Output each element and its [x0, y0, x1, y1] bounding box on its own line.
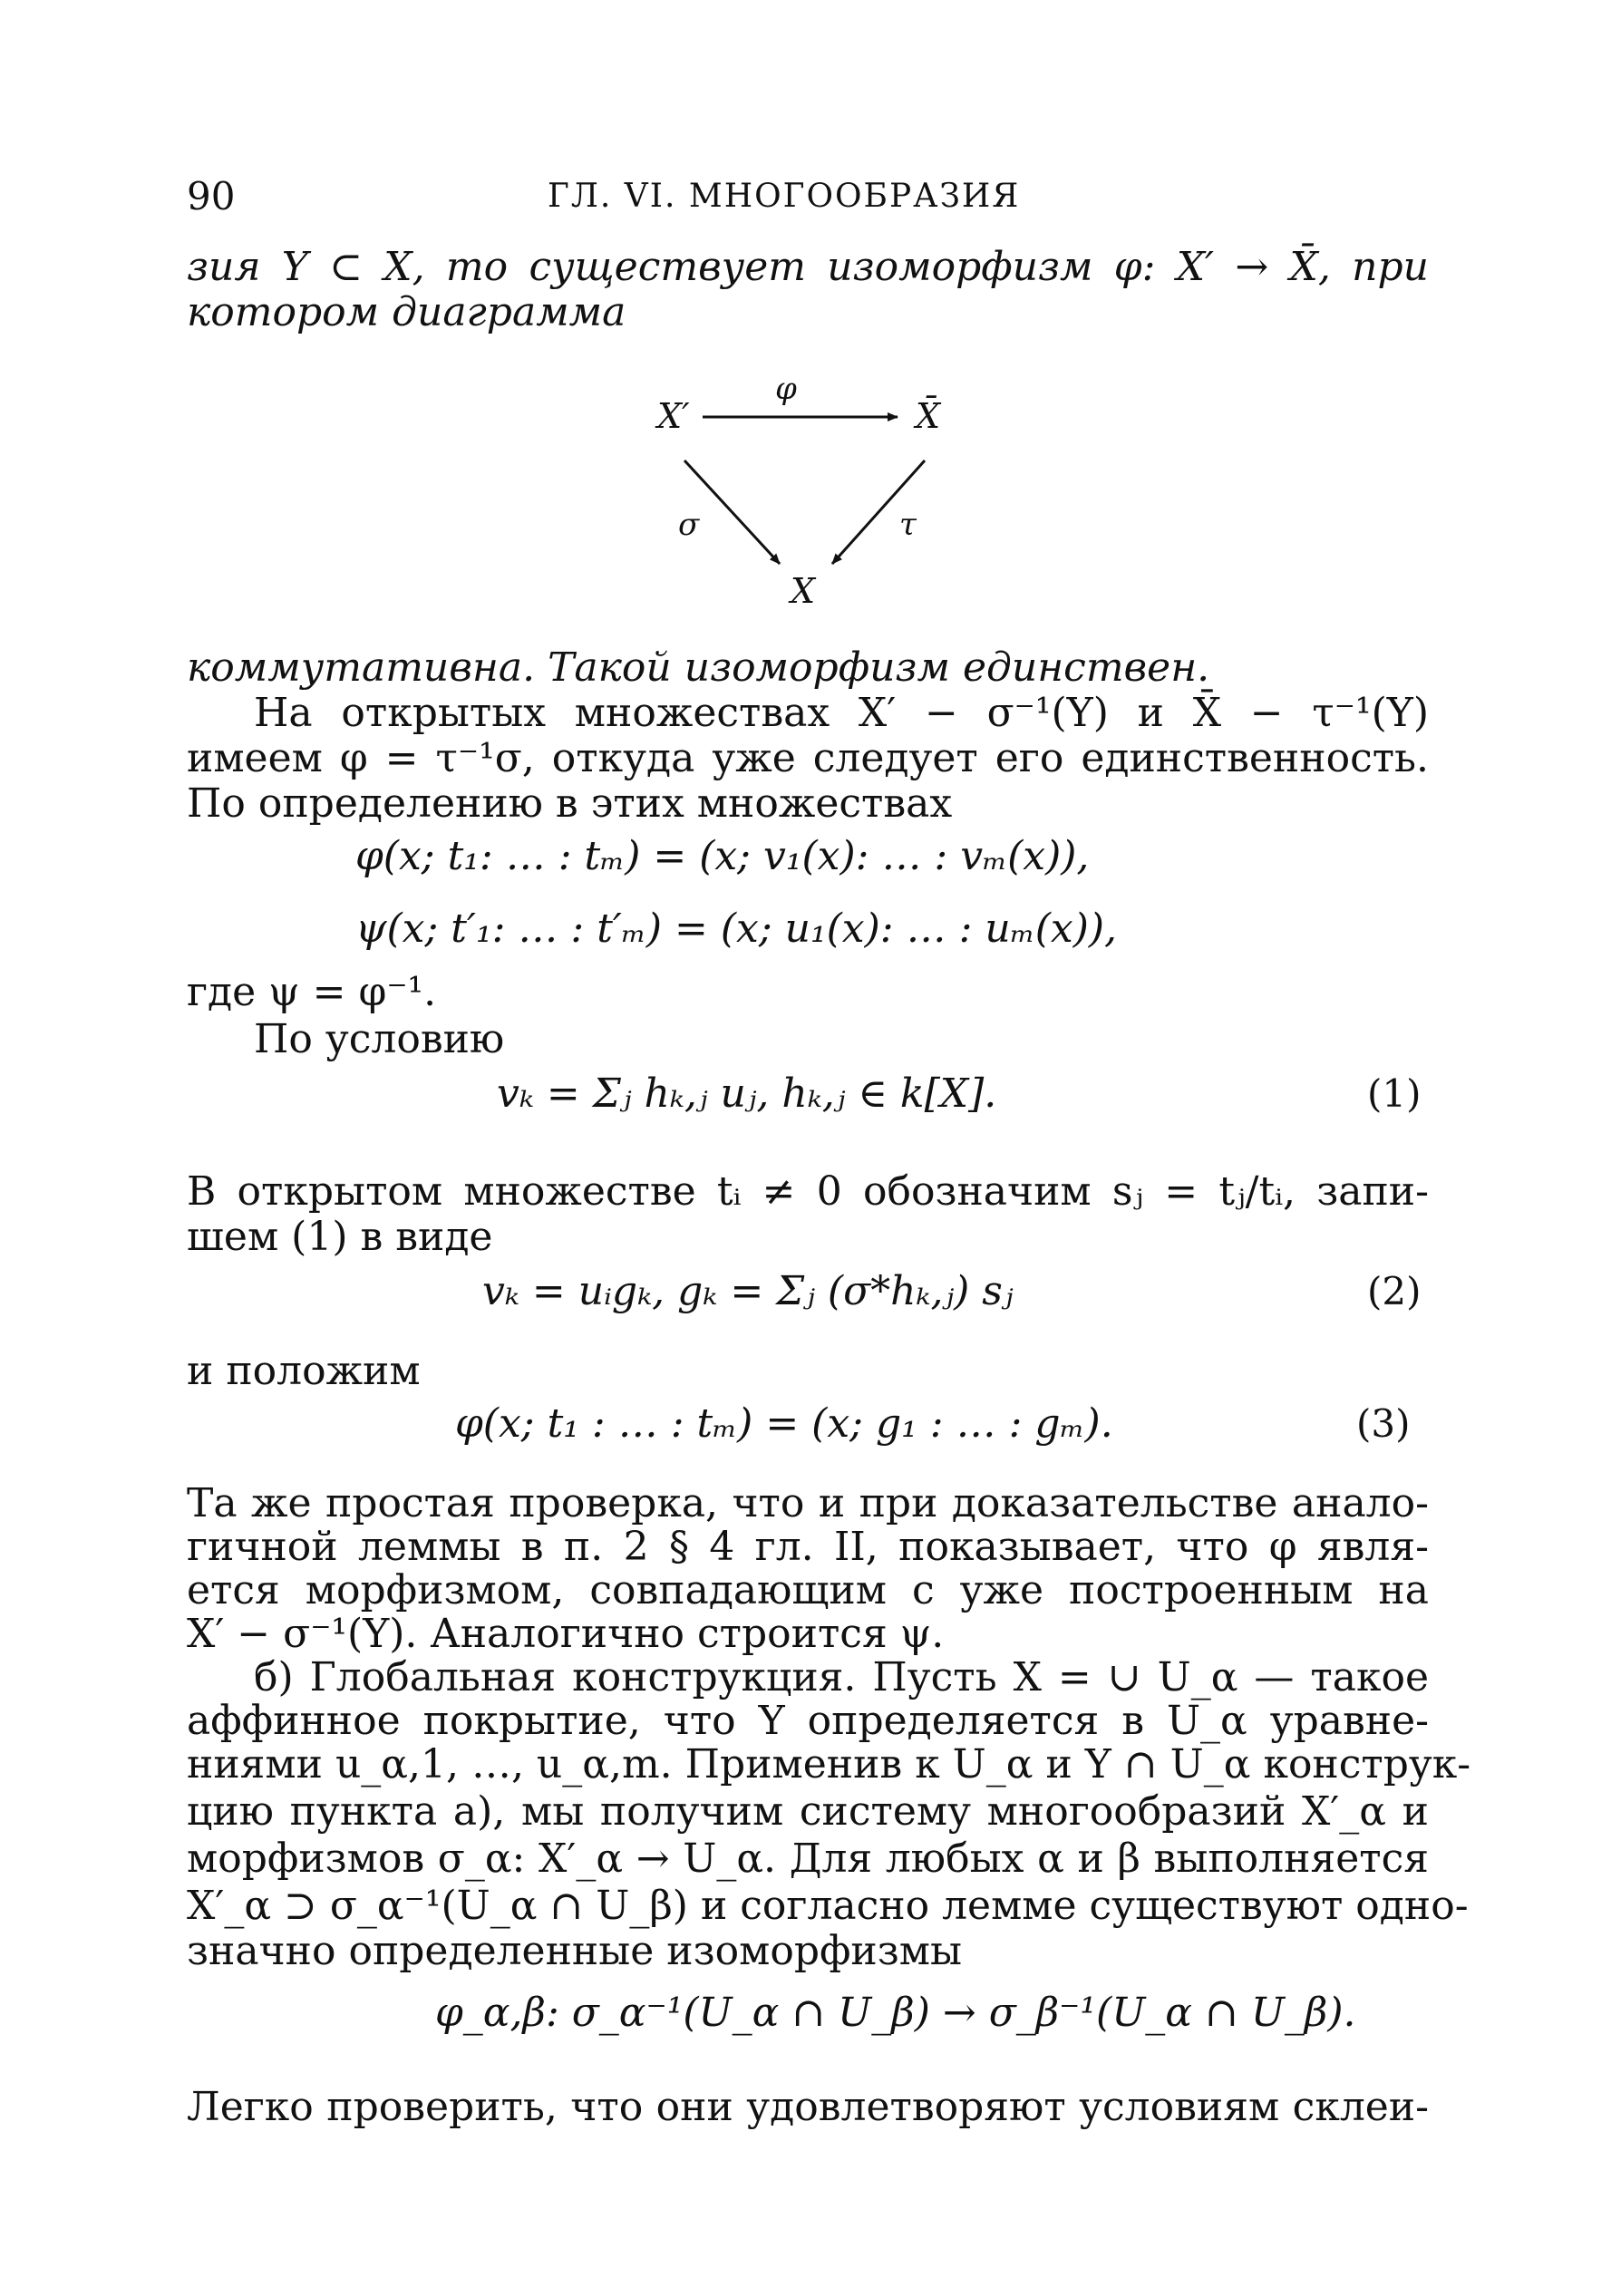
text-line: аффинное покрытие, что Y определяется в U_α уравне- [187, 1698, 1429, 1744]
text-line: На открытых множествах X′ − σ⁻¹(Y) и X̄ − τ⁻¹(Y) [254, 690, 1429, 736]
page-number: 90 [187, 174, 236, 218]
text-line: В открытом множестве tᵢ ≠ 0 обозначим sⱼ = tⱼ/tᵢ, запи- [187, 1168, 1429, 1215]
text-line: По определению в этих множествах [187, 780, 953, 827]
equation: φ(x; t₁: … : tₘ) = (x; v₁(x): … : vₘ(x)), [355, 833, 1090, 879]
text-line: зия Y ⊂ X, то существует изоморфизм φ: X′ → X̄, при [187, 244, 1429, 290]
arrow-label-phi: φ [775, 371, 797, 407]
text-line: где ψ = φ⁻¹. [187, 969, 437, 1015]
equation: vₖ = uᵢgₖ, gₖ = Σⱼ (σ*hₖ,ⱼ) sⱼ [482, 1268, 1014, 1314]
equation-number: (1) [1367, 1071, 1422, 1116]
page-header [0, 174, 1611, 219]
arrow-label-tau: τ [899, 507, 917, 543]
text-line: коммутативна. Такой изоморфизм единствен. [187, 644, 1210, 691]
text-line: ниями u_α,1, …, u_α,m. Применив к U_α и Y ∩ U_α конструк- [187, 1741, 1471, 1787]
text-line: имеем φ = τ⁻¹σ, откуда уже следует его единственность. [187, 735, 1429, 781]
equation: vₖ = Σⱼ hₖ,ⱼ uⱼ, hₖ,ⱼ ∈ k[X]. [497, 1070, 997, 1117]
text-line: значно определенные изоморфизмы [187, 1928, 962, 1974]
equation: φ(x; t₁ : … : tₘ) = (x; g₁ : … : gₘ). [455, 1400, 1113, 1447]
equation: φ_α,β: σ_α⁻¹(U_α ∩ U_β) → σ_β⁻¹(U_α ∩ U_β). [435, 1990, 1356, 2036]
text-line: и положим [187, 1348, 421, 1394]
diagram-node-x-bar: X̄ [916, 396, 941, 436]
equation-number: (3) [1356, 1401, 1411, 1446]
text-line: По условию [254, 1016, 505, 1062]
text-line: цию пункта а), мы получим систему многообразий X′_α и [187, 1788, 1429, 1835]
text-line: гичной леммы в п. 2 § 4 гл. II, показывает, что φ явля- [187, 1524, 1429, 1570]
commutative-diagram [598, 363, 1070, 635]
text-line: б) Глобальная конструкция. Пусть X = ∪ U_α — такое [254, 1654, 1429, 1700]
text-line: котором диаграмма [187, 289, 626, 335]
diagram-node-x: X [791, 571, 816, 611]
arrow-label-sigma: σ [678, 507, 700, 543]
running-head: ГЛ. VI. МНОГООБРАЗИЯ [548, 178, 1021, 215]
text-line: шем (1) в виде [187, 1214, 493, 1260]
text-line: ется морфизмом, совпадающим с уже построенным на [187, 1567, 1429, 1613]
text-line: Та же простая проверка, что и при доказательстве анало- [187, 1480, 1429, 1526]
text-line: морфизмов σ_α: X′_α → U_α. Для любых α и β выполняется [187, 1836, 1429, 1882]
text-line: X′ − σ⁻¹(Y). Аналогично строится ψ. [187, 1611, 945, 1657]
text-line: Легко проверить, что они удовлетворяют условиям склеи- [187, 2084, 1429, 2130]
diagram-node-x-prime: X′ [657, 396, 690, 436]
text-line: X′_α ⊃ σ_α⁻¹(U_α ∩ U_β) и согласно лемме существуют одно- [187, 1883, 1469, 1929]
equation: ψ(x; t′₁: … : t′ₘ) = (x; u₁(x): … : uₘ(x)), [355, 906, 1118, 952]
equation-number: (2) [1367, 1269, 1422, 1313]
